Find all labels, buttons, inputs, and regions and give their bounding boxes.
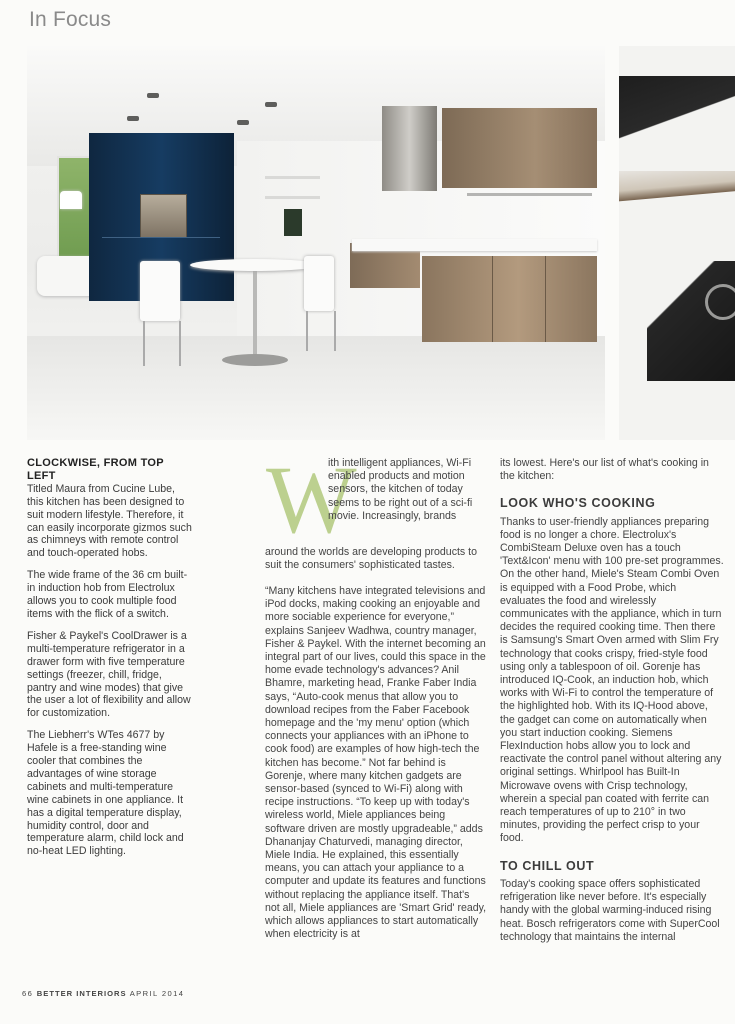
photo-captions <box>27 457 192 867</box>
article-column-2 <box>265 585 487 951</box>
chair-legs <box>306 311 336 351</box>
window <box>57 156 91 270</box>
section-title: In Focus <box>29 8 112 31</box>
wall-shelf <box>265 196 320 199</box>
ceiling-light <box>237 120 249 125</box>
floor-lamp <box>60 191 82 209</box>
article-paragraph: Today's cooking space offers sophisticated refrigeration like never before. It's especially handy with the global warming-induced rising heat. Bosch refrigerators come with SuperCool technology that maintains the internal <box>500 877 720 943</box>
photo-shadow <box>619 76 735 146</box>
caption-paragraph: Titled Maura from Cucine Lube, this kitchen has been designed to suit modern lifestyle. Therefore, it can easily incorporate gizmos such as chimneys with remote control and touch-operated hobs. <box>27 482 192 560</box>
television <box>284 209 302 236</box>
cabinet-divider <box>492 256 493 342</box>
article-paragraph: “Many kitchens have integrated televisions and iPod docks, making cooking an enjoyable and more sociable experience for everyone,” explains Sanjeev Wadhwa, country manager, Fisher & Paykel. With the internet becoming an integral part of our lives, could this space in the home evade technology's advances? Anil Bhamre, marketing head, Franke Faber India says, “Auto-cook menus that allow you to download recipes from the Faber Facebook homepage and the 'my menu' option (which connects your appliances with an iPhone to cook food) are examples of how high-tech the kitchen has become.” Not far behind is Gorenje, where many kitchen gadgets are sensor-based (synced to Wi-Fi) along with recipe instructions. “To keep up with today's wireless world, Miele appliances being software driven are mostly upgradeable,” adds Dhananjay Chaturvedi, managing director, Miele India. He explained, this essentially means, you can attach your appliance to a computer and update its features and functions without replacing the appliance itself. That's not all, Miele appliances are 'Smart Grid' ready, which allows appliances to start automatically when electricity is at <box>265 585 487 941</box>
caption-paragraph: The wide frame of the 36 cm built-in induction hob from Electrolux allows you to cook multiple food items with the flick of a switch. <box>27 569 188 620</box>
magazine-name: BETTER INTERIORS <box>36 989 127 998</box>
wall-shelf <box>265 176 320 179</box>
page-number: 66 <box>22 989 34 998</box>
caption-heading: CLOCKWISE, FROM TOP LEFT <box>27 457 164 482</box>
chair <box>140 261 180 321</box>
subheading-chill: TO CHILL OUT <box>500 858 595 873</box>
caption-paragraph: The Liebherr's WTes 4677 by Hafele is a free-standing wine cooler that combines the advantages of wine storage cabinets and multi-temperature wine cabinets in one appliance. It has a digital temperature display, humidity control, door and temperature alarm, child lock and no-heat LED lighting. <box>27 729 184 858</box>
ceiling-light <box>265 102 277 107</box>
photo-counter-edge <box>619 171 735 211</box>
article-paragraph: Thanks to user-friendly appliances preparing food is no longer a chore. Electrolux's CombiSteam Deluxe oven has a touch 'Text&Icon' menu with 100 pre-set programmes. On the other hand, Miele's Steam Combi Oven is equipped with a Food Probe, which evaluates the food and wirelessly communicates with the appliance, which in turn decides the required cooking time. Then there is Samsung's Smart Oven armed with Slim Fry technology that cooks crispy, fried-style food using only a tablespoon of oil. Gorenje has introduced IQ-Cook, an induction hob, which works with Wi-Fi to control the temperature of the highlighted hob. With its IQ-Hood above, the gadget can come on automatically when you start induction cooking. Siemens FlexInduction hobs allow you to lock and reactivate the control panel without altering any original settings. Whirlpool has Built-In Microwave ovens with Crisp technology, wherein a special pan coated with ferrite can reach temperatures of up to 210° in two minutes, providing the perfect crisp to your food. <box>500 515 724 845</box>
page-footer <box>22 989 184 998</box>
article-column-3 <box>500 457 724 954</box>
table-leg <box>253 269 257 359</box>
chimney-hood <box>382 106 437 191</box>
article-intro-continued: around the worlds are developing products to suit the consumers' sophisticated tastes. <box>265 546 478 572</box>
issue-date: APRIL 2014 <box>129 989 185 998</box>
built-in-oven <box>140 194 187 238</box>
unit-handle <box>102 237 220 238</box>
counter-top <box>352 239 597 251</box>
utensil-rail <box>467 193 592 196</box>
subheading-cooking: LOOK WHO'S COOKING <box>500 496 656 511</box>
dining-table <box>190 259 320 271</box>
table-base <box>222 354 288 366</box>
lower-cabinet <box>422 256 597 342</box>
ceiling-light <box>147 93 159 98</box>
hob-photo <box>619 46 735 440</box>
sofa <box>37 256 97 296</box>
pan <box>705 284 735 320</box>
cabinet-divider <box>545 256 546 342</box>
caption-paragraph: Fisher & Paykel's CoolDrawer is a multi-temperature refrigerator in a drawer form with five temperature settings (freezer, chill, fridge, pantry and wine modes) that give the user a lot of flexibility and allow for customization. <box>27 629 191 720</box>
induction-hob <box>647 261 735 381</box>
drop-cap: W <box>266 446 357 553</box>
chair-legs <box>143 321 181 366</box>
chair <box>304 256 334 311</box>
photo-floor <box>27 336 605 440</box>
kitchen-photo <box>27 46 605 440</box>
article-intro: ith intelligent appliances, Wi-Fi enabled products and motion sensors, the kitchen of today seems to be right out of a sci-fi movie. Increasingly, brands <box>328 457 473 522</box>
upper-cabinets <box>442 108 597 188</box>
article-paragraph: its lowest. Here's our list of what's cooking in the kitchen: <box>500 457 709 483</box>
ceiling-light <box>127 116 139 121</box>
